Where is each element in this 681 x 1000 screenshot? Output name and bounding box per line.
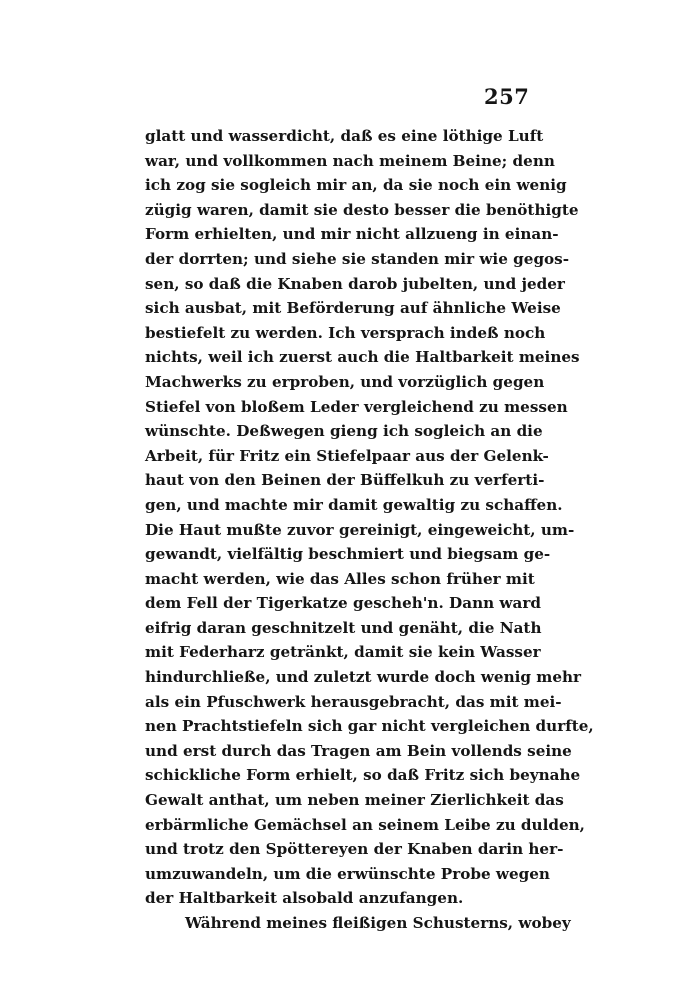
text-line: als ein Pfuschwerk herausgebracht, das mit mei- (145, 692, 562, 711)
text-line: der dorrten; und siehe sie standen mir wie gegos- (145, 249, 570, 268)
text-line: wünschte. Deßwegen gieng ich sogleich an die (145, 422, 543, 441)
text-line: ich zog sie sogleich mir an, da sie noch ein wenig (145, 176, 567, 195)
text-line: schickliche Form erhielt, so daß Fritz sich beynahe (145, 766, 581, 785)
text-line: erbärmliche Gemächsel an seinem Leibe zu dulden, (145, 815, 585, 834)
text-line: Gewalt anthat, um neben meiner Zierlichkeit das (145, 791, 564, 810)
paragraph-end-line: der Haltbarkeit alsobald anzufangen. (145, 889, 464, 908)
text-line: mit Federharz getränkt, damit sie kein Wasser (145, 643, 541, 662)
text-line: sen, so daß die Knaben darob jubelten, und jeder (145, 274, 565, 293)
text-line: zügig waren, damit sie desto besser die benöthigte (145, 200, 579, 219)
text-line: umzuwandeln, um die erwünschte Probe wegen (145, 864, 550, 883)
text-line: Stiefel von bloßem Leder vergleichend zu messen (145, 397, 568, 416)
text-line: Form erhielten, und mir nicht allzueng in einan- (145, 225, 559, 244)
text-line: gewandt, vielfältig beschmiert und biegsam ge- (145, 545, 551, 564)
text-line: war, und vollkommen nach meinem Beine; denn (145, 151, 555, 170)
text-line: glatt und wasserdicht, daß es eine löthige Luft (145, 127, 544, 145)
text-line: und trotz den Spöttereyen der Knaben darin her- (145, 840, 564, 859)
text-line: macht werden, wie das Alles schon früher mit (145, 569, 535, 588)
text-line: gen, und machte mir damit gewaltig zu schaffen. (145, 495, 563, 514)
text-line: dem Fell der Tigerkatze gescheh'n. Dann ward (145, 594, 541, 613)
text-line: hindurchließe, und zuletzt wurde doch wenig mehr (145, 668, 582, 687)
text-line: bestiefelt zu werden. Ich versprach indeß noch (145, 323, 546, 342)
text-line: Die Haut mußte zuvor gereinigt, eingeweicht, um- (145, 520, 575, 539)
text-line: nichts, weil ich zuerst auch die Haltbarkeit meines (145, 348, 580, 367)
body-text (145, 124, 594, 936)
page-number: 257 (484, 84, 530, 109)
text-line: Machwerks zu erproben, und vorzüglich gegen (145, 372, 545, 391)
text-line: nen Prachtstiefeln sich gar nicht vergleichen durfte, (145, 717, 594, 736)
text-line: sich ausbat, mit Beförderung auf ähnliche Weise (145, 299, 561, 318)
text-line: eifrig daran geschnitzelt und genäht, die Nath (145, 618, 542, 637)
text-line: und erst durch das Tragen am Bein vollends seine (145, 741, 572, 760)
paragraph-start-line: Während meines fleißigen Schusterns, wobey (185, 914, 571, 932)
text-line: Arbeit, für Fritz ein Stiefelpaar aus der Gelenk- (145, 446, 549, 465)
text-line: haut von den Beinen der Büffelkuh zu verferti- (145, 471, 545, 490)
